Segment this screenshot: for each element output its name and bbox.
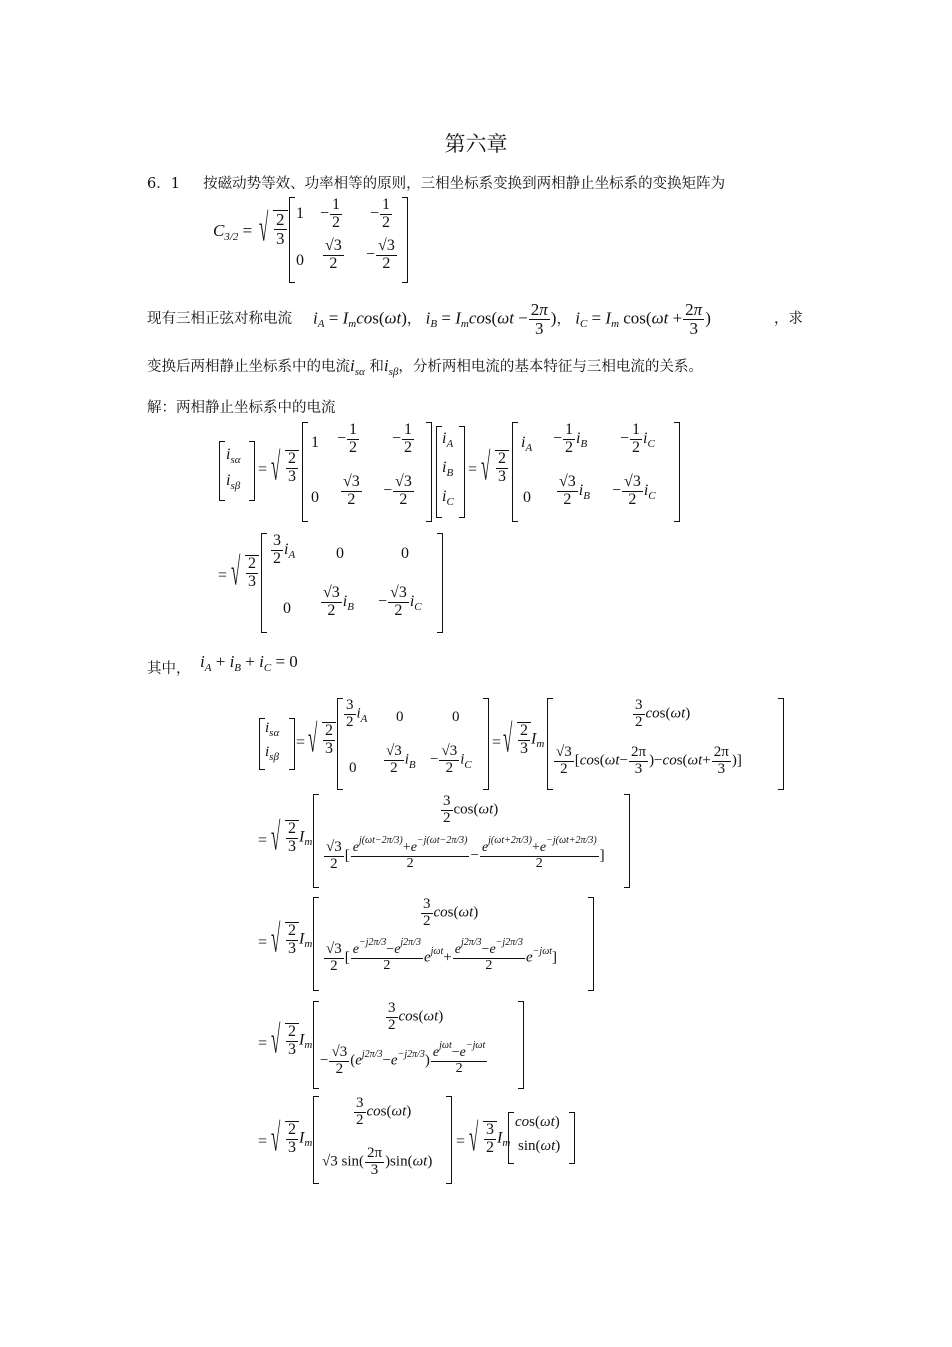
vector-bracket-left	[219, 441, 225, 501]
sqrt-two-thirds: √ $\frac{2}{3}$	[262, 210, 288, 248]
matrix-cell: − $\frac{1}{2}$	[320, 196, 341, 231]
sum-equation: $i_A + i_B + i_C = 0$	[200, 652, 298, 674]
solution-label: 解：两相静止坐标系中的电流	[147, 400, 336, 416]
problem-line	[147, 172, 725, 193]
problem-statement: 按磁动势等效、功率相等的原则，三相坐标系变换到两相静止坐标系的变换矩阵为	[203, 176, 726, 192]
matrix-bracket-right	[402, 197, 408, 283]
vector-bracket-right	[249, 441, 255, 501]
problem-line-2: 变换后两相静止坐标系中的电流$i_{s\alpha}$ 和$i_{s\beta}$，分析两相电流的基本特征与三相电流的关系。	[147, 356, 703, 378]
chapter-title: 第六章	[444, 132, 508, 156]
document-page: 第六章 6．1 按磁动势等效、功率相等的原则，三相坐标系变换到两相静止坐标系的变换矩阵为 $C_{3/2}$ = √ $\frac{2}{3}$ 1 − $\frac{1}{2}$ − $\frac{1}{2}$ 0 $\frac{√3}{2}$ − $\frac{√3}{2}$ 现有三相正弦对称电流 $i_A = I_m\cos(\omega t)$， $i_B = I_m\cos(\omega t$ − $\frac{2\pi}{3}$ )， $i_C = I_m$ cos(ωt + $\frac{2\pi}{3}$ ) ，求 变换后两相静止坐标系中的电流$i_{s\alpha}$ 和$i_{s\beta}$，分析两相电流的基本特征与三相电流的关系。 解：两相静止坐标系中的电流 $i_{s\alpha}$ $i_{s\beta}$ = √ $\frac{2}{3}$ 1 − $\frac{1}{2}$ − $\frac{1}{2}$ 0 $\frac{√3}{2}$ − $\frac{√3}{2}$ $i_A$ $i_B$ $i_C$ = √ $\frac{2}{3}$ $i_A$ − $\frac{1}{2}$ $i_B$ − $\frac{1}{2}$ $i_C$ 0 $\frac{√3}{2}$ $i_B$ − $\frac{√3}{2}$ $i_C$ = √ $\frac{2}{3}$ $\frac{3}{2}$ $i_A$ 0 0 0 $\frac{√3}{2}$ $i_B$ − $\frac{√3}{2}$ $i_C$ 其中， $i_A + i_B + i_C = 0$ $i_{s\alpha}$ $i_{s\beta}$ = √ $\frac{2}{3}$ $\frac{3}{2}$ $i_A$ 0 0 0 $\frac{√3}{2}$ $i_B$ − $\frac{√3}{2}$ $i_C$ = √ $\frac{2}{3}$ $I_m$ $\frac{3}{2}$ cos(ωt) $\frac{√3}{2}$ [cos(ωt− $\frac{2\pi}{3}$ )−cos(ωt+ $\frac{2\pi}{3}$ )] = √ $\frac{2}{3}$ $I_m$ $\frac{3}{2}$ cos(ωt) $\frac{√3}{2}$ [ $\frac{e^{j(\omega t-2\pi/3)}+e^{-j(\omega t-2\pi/3)}}{2}$ − $\frac{e^{j(\omega t+2\pi/3)}+e^{-j(\omega t+2\pi/3)}}{2}$ ] = √ $\frac{2}{3}$ $I_m$ $\frac{3}{2}$ cos(ωt) $\frac{√3}{2}$ [ $\frac{e^{-j2\pi/3}-e^{j2\pi/3}}{2}$ $e^{j\omega t}+$ $\frac{e^{j2\pi/3}-e^{-j2\pi/3}}{2}$ $e^{-j\omega t}$] = √ $\frac{2}{3}$ $I_m$ $\frac{3}{2}$ cos(ωt) − $\frac{√3}{2}$ $(e^{j2\pi/3}-e^{-j2\pi/3})$ $\frac{e^{j\omega t}-e^{-j\omega t}}{2}$ = √ $\frac{2}{3}$ $I_m$ $\frac{3}{2}$ cos(ωt) √3 sin( $\frac{2\pi}{3}$ )sin(ωt) = √ $\frac{3}{2}$ $I_m$ cos(ωt) sin(ωt)	[0, 0, 952, 1347]
given-line: 现有三相正弦对称电流	[147, 311, 292, 327]
matrix-bracket-left	[289, 197, 295, 283]
matrix-cell: − $\frac{√3}{2}$	[366, 237, 395, 272]
ask-suffix: ，求	[774, 311, 803, 327]
matrix-cell: − $\frac{1}{2}$	[370, 196, 391, 231]
transform-matrix-label: $C_{3/2}$ =	[213, 221, 253, 243]
among-label: 其中，	[147, 661, 191, 677]
matrix-cell: 0	[296, 252, 304, 269]
matrix-cell: 1	[296, 205, 304, 222]
given-currents: $i_A = I_m\cos(\omega t)$， $i_B = I_m\cos(\omega t$ − $\frac{2\pi}{3}$ )， $i_C = I_m$ cos(ωt + $\frac{2\pi}{3}$ )	[313, 300, 711, 338]
problem-number: 6．1	[147, 176, 180, 192]
matrix-cell: $\frac{√3}{2}$	[325, 237, 342, 272]
